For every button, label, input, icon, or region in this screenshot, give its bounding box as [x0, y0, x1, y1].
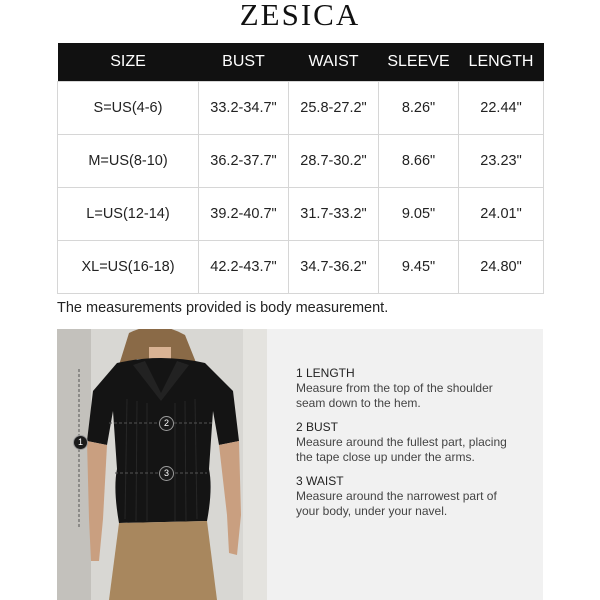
- instruction-desc-line: Measure around the fullest part, placing: [296, 435, 507, 449]
- header-bust: BUST: [199, 43, 289, 82]
- instruction-desc-line: Measure from the top of the shoulder: [296, 381, 493, 395]
- cell-sleeve: 9.05": [379, 188, 459, 241]
- marker-length: 1: [73, 435, 88, 450]
- cell-bust: 39.2-40.7": [199, 188, 289, 241]
- instruction-desc-line: your body, under your navel.: [296, 504, 448, 518]
- cell-bust: 36.2-37.7": [199, 135, 289, 188]
- table-row: [58, 188, 544, 241]
- cell-bust: 42.2-43.7": [199, 241, 289, 294]
- cell-sleeve: 8.26": [379, 82, 459, 135]
- size-chart-table: [57, 43, 544, 294]
- instruction-desc-line: Measure around the narrowest part of: [296, 489, 497, 503]
- cell-size: L=US(12-14): [58, 188, 199, 241]
- cell-waist: 28.7-30.2": [289, 135, 379, 188]
- cell-length: 22.44": [459, 82, 544, 135]
- instruction-title: 3 WAIST: [296, 474, 344, 488]
- cell-waist: 34.7-36.2": [289, 241, 379, 294]
- measure-guide-panel: [57, 329, 543, 600]
- header-length: LENGTH: [459, 43, 544, 82]
- cell-length: 23.23": [459, 135, 544, 188]
- instruction-title: 1 LENGTH: [296, 366, 355, 380]
- header-sleeve: SLEEVE: [379, 43, 459, 82]
- instruction-waist: [296, 474, 526, 519]
- header-size: SIZE: [58, 43, 199, 82]
- cell-sleeve: 9.45": [379, 241, 459, 294]
- cell-waist: 31.7-33.2": [289, 188, 379, 241]
- table-row: [58, 241, 544, 294]
- cell-bust: 33.2-34.7": [199, 82, 289, 135]
- cell-sleeve: 8.66": [379, 135, 459, 188]
- cell-size: XL=US(16-18): [58, 241, 199, 294]
- instruction-title: 2 BUST: [296, 420, 339, 434]
- marker-bust: 2: [159, 416, 174, 431]
- cell-size: S=US(4-6): [58, 82, 199, 135]
- model-illustration: [57, 329, 267, 600]
- table-row: [58, 82, 544, 135]
- instruction-desc-line: seam down to the hem.: [296, 396, 421, 410]
- marker-waist: 3: [159, 466, 174, 481]
- table-row: [58, 135, 544, 188]
- instruction-desc-line: the tape close up under the arms.: [296, 450, 475, 464]
- cell-length: 24.01": [459, 188, 544, 241]
- cell-waist: 25.8-27.2": [289, 82, 379, 135]
- table-header-row: [58, 43, 544, 82]
- cell-length: 24.80": [459, 241, 544, 294]
- instruction-bust: [296, 420, 526, 465]
- header-waist: WAIST: [289, 43, 379, 82]
- measurement-note: The measurements provided is body measurement.: [57, 300, 389, 316]
- brand-logo: ZESICA: [239, 0, 361, 32]
- model-photo: [57, 329, 267, 600]
- instruction-length: [296, 366, 526, 411]
- cell-size: M=US(8-10): [58, 135, 199, 188]
- measure-instructions: [296, 366, 526, 528]
